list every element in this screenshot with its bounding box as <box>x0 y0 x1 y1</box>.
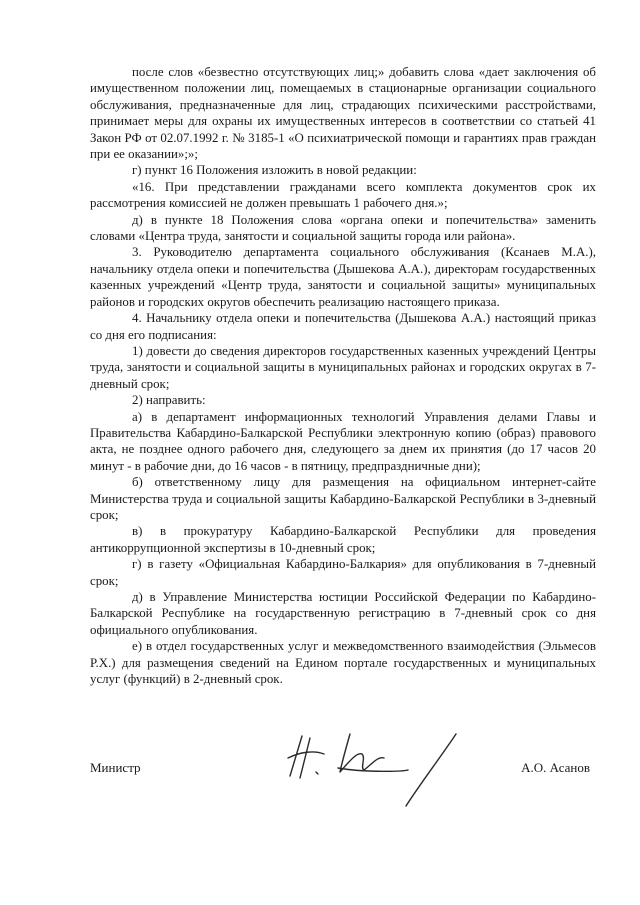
paragraph-4: д) в пункте 18 Положения слова «органа опеки и попечительства» заменить словами «Центра труда, занятости и социальной защиты города или района». <box>90 212 596 244</box>
document-body <box>90 64 596 687</box>
signatory-position: Министр <box>90 760 141 775</box>
handwritten-signature <box>280 728 470 808</box>
paragraph-1: после слов «безвестно отсутствующих лиц;» добавить слова «дает заключения об имущественном положении лиц, помещаемых в стационарные организации социального обслуживания, предназначенные для лиц, страдающих психическими расстройствами, принимает меры для охраны их имущественных интересов в соответствии со статьей 41 Закон РФ от 02.07.1992 г. № 3185-1 «О психиатрической помощи и гарантиях прав граждан при ее оказании»;»; <box>90 65 596 162</box>
paragraph-11: в) в прокуратуру Кабардино-Балкарской Республики для проведения антикоррупционной экспертизы в 10-дневный срок; <box>90 524 596 555</box>
paragraph-13: д) в Управление Министерства юстиции Российской Федерации по Кабардино-Балкарской Республике на государственную регистрацию в 7-дневный срок со дня официального опубликования. <box>90 590 596 637</box>
paragraph-12: г) в газету «Официальная Кабардино-Балкария» для опубликования в 7-дневный срок; <box>90 557 596 588</box>
paragraph-6: 4. Начальнику отдела опеки и попечительства (Дышекова А.А.) настоящий приказ со дня его подписания: <box>90 311 596 342</box>
signatory-name: А.О. Асанов <box>521 760 590 775</box>
paragraph-3: «16. При представлении гражданами всего комплекта документов срок их рассмотрения комиссией не должен превышать 1 рабочего дня.»; <box>90 179 596 211</box>
paragraph-10: б) ответственному лицу для размещения на официальном интернет-сайте Министерства труда и социальной защиты Кабардино-Балкарской Республики в 3-дневный срок; <box>90 475 596 522</box>
paragraph-8: 2) направить: <box>132 393 206 408</box>
paragraph-5: 3. Руководителю департамента социального обслуживания (Ксанаев М.А.), начальнику отдела опеки и попечительства (Дышекова А.А.), директорам государственных казенных учреждений «Центр труда, занятости и социальной защиты» муниципальных районов и городских округов обеспечить реализацию настоящего приказа. <box>90 245 596 309</box>
paragraph-9: а) в департамент информационных технологий Управления делами Главы и Правительства Кабардино-Балкарской Республики электронную копию (образ) правового акта, не позднее одного рабочего дня, следующего за днем их принятия (до 17 часов 20 минут - в рабочие дни, до 16 часов - в пятницу, предпраздничные дни); <box>90 409 596 473</box>
paragraph-14: е) в отдел государственных услуг и межведомственного взаимодействия (Эльмесов Р.Х.) для размещения сведений на Едином портале государственных и муниципальных услуг (функций) в 2-дневный срок. <box>90 639 596 687</box>
paragraph-7: 1) довести до сведения директоров государственных казенных учреждений Центры труда, занятости и социальной защиты в муниципальных районах и городских округах в 7-дневный срок; <box>90 343 596 391</box>
paragraph-2: г) пункт 16 Положения изложить в новой редакции: <box>132 163 417 178</box>
